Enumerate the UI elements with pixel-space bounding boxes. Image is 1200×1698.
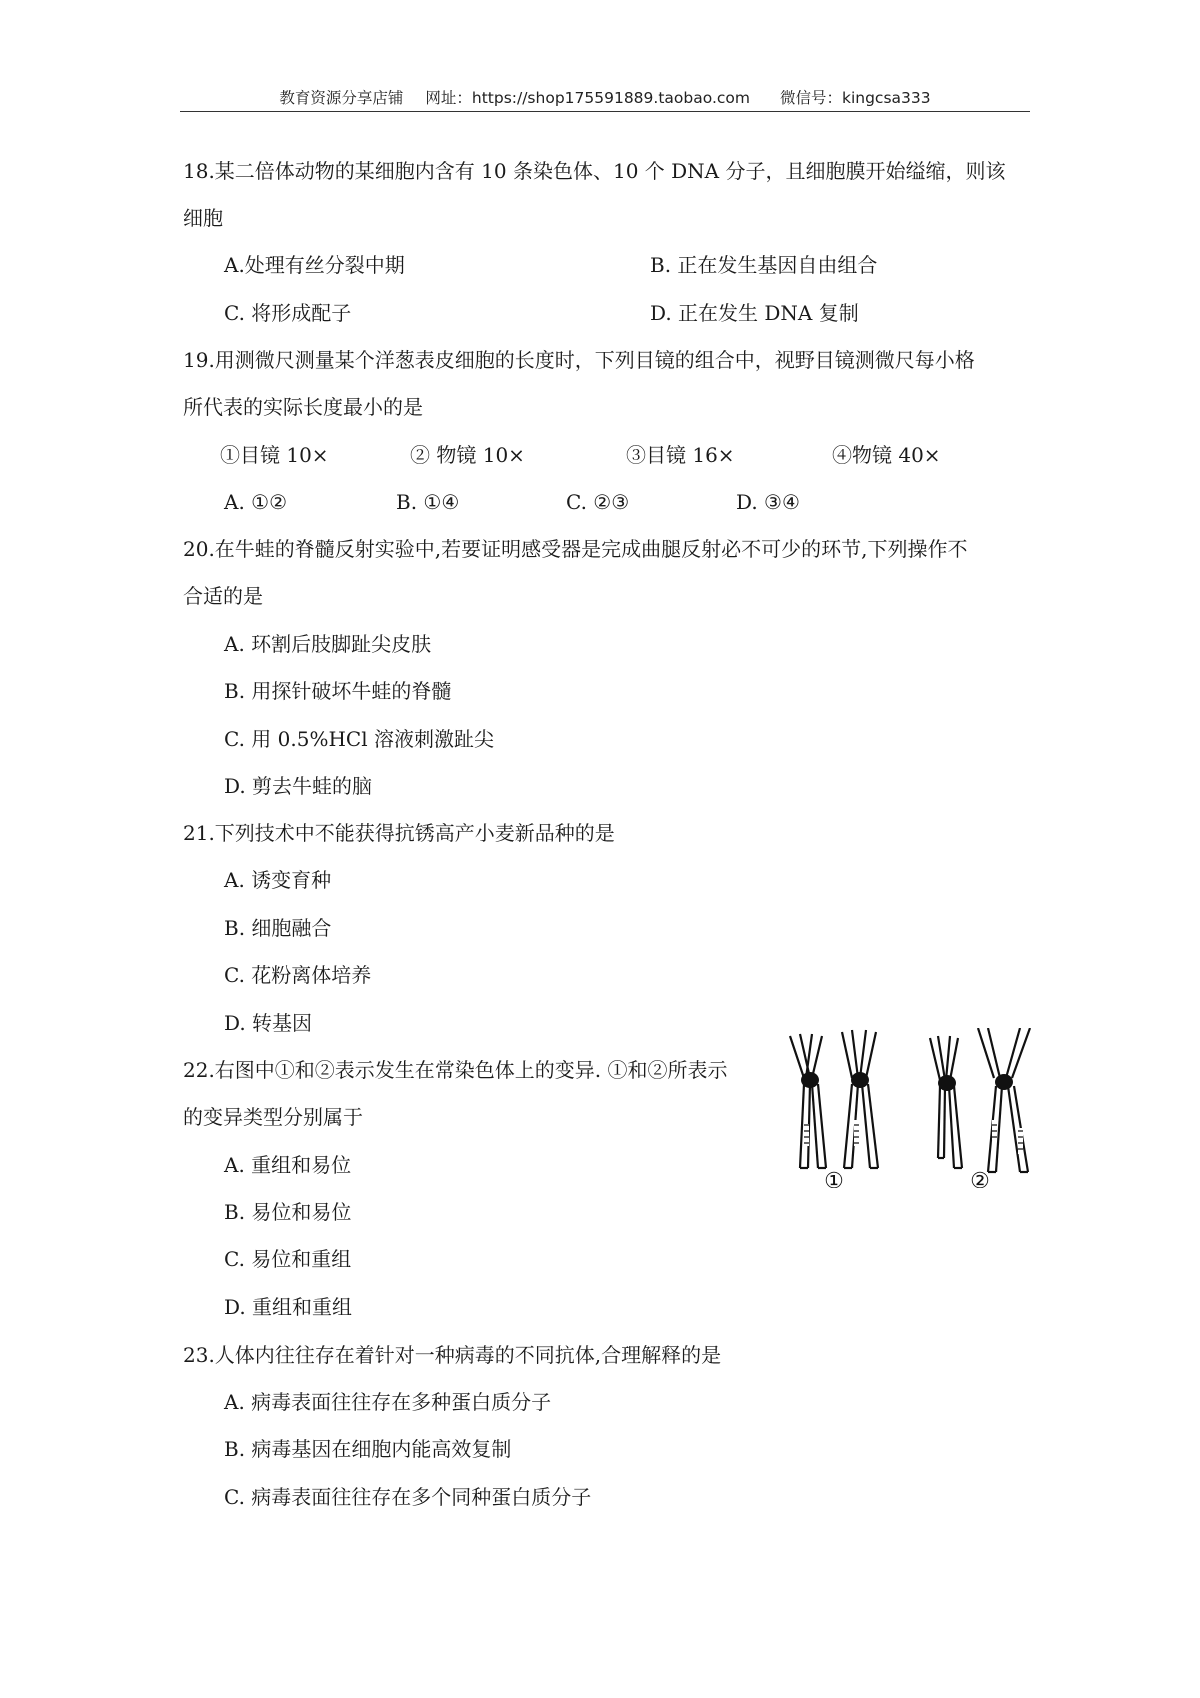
question-18-option-b: B. 正在发生基因自由组合 xyxy=(650,253,878,277)
question-20-stem-line-1: 20.在牛蛙的脊髓反射实验中,若要证明感受器是完成曲腿反射必不可少的环节,下列操作不 xyxy=(183,537,968,561)
question-20-option-d: D. 剪去牛蛙的脑 xyxy=(224,774,373,798)
question-21-option-a: A. 诱变育种 xyxy=(224,868,332,892)
band-2a xyxy=(1018,1128,1023,1154)
header-divider xyxy=(180,111,1030,112)
question-21-stem-line-1: 21.下列技术中不能获得抗锈高产小麦新品种的是 xyxy=(183,821,615,845)
figure-label-2: ② xyxy=(970,1169,990,1188)
question-21-option-b: B. 细胞融合 xyxy=(224,916,332,940)
chromosome-figure xyxy=(782,1028,1042,1188)
header-url: 网址：https://shop175591889.taobao.com xyxy=(425,89,750,107)
question-20-stem-line-2: 合适的是 xyxy=(183,584,263,608)
band-1b xyxy=(854,1120,859,1146)
question-23-stem-line-1: 23.人体内往往存在着针对一种病毒的不同抗体,合理解释的是 xyxy=(183,1343,722,1367)
question-20-option-b: B. 用探针破坏牛蛙的脊髓 xyxy=(224,679,452,703)
question-23-option-b: B. 病毒基因在细胞内能高效复制 xyxy=(224,1437,512,1461)
question-19-item-3: ③目镜 16× xyxy=(626,443,735,467)
question-18-option-c: C. 将形成配子 xyxy=(224,301,352,325)
question-19-option-a: A. ①② xyxy=(224,490,288,514)
question-19-item-2: ② 物镜 10× xyxy=(410,443,525,467)
question-20-option-c: C. 用 0.5%HCl 溶液刺激趾尖 xyxy=(224,727,494,751)
centromere-2b xyxy=(995,1074,1013,1090)
chromosome-pair-1 xyxy=(790,1030,878,1168)
question-23-option-c: C. 病毒表面往往存在多个同种蛋白质分子 xyxy=(224,1485,592,1509)
header-shop: 教育资源分享店铺 xyxy=(279,89,404,107)
question-22-stem-line-2: 的变异类型分别属于 xyxy=(183,1105,363,1129)
question-19-stem-line-1: 19.用测微尺测量某个洋葱表皮细胞的长度时，下列目镜的组合中，视野目镜测微尺每小格 xyxy=(183,348,975,372)
question-20-option-a: A. 环割后肢脚趾尖皮肤 xyxy=(224,632,432,656)
chromosome-pair-2 xyxy=(930,1028,1030,1172)
question-18-stem-line-2: 细胞 xyxy=(183,206,223,230)
question-19-item-4: ④物镜 40× xyxy=(832,443,941,467)
question-22-option-d: D. 重组和重组 xyxy=(224,1295,353,1319)
question-19-item-1: ①目镜 10× xyxy=(220,443,329,467)
question-22-option-c: C. 易位和重组 xyxy=(224,1247,352,1271)
page-header xyxy=(180,86,1030,108)
question-18-option-d: D. 正在发生 DNA 复制 xyxy=(650,301,859,325)
question-19-stem-line-2: 所代表的实际长度最小的是 xyxy=(183,395,423,419)
question-23-option-a: A. 病毒表面往往存在多种蛋白质分子 xyxy=(224,1390,552,1414)
question-22-stem-line-1: 22.右图中①和②表示发生在常染色体上的变异. ①和②所表示 xyxy=(183,1058,728,1082)
centromere-2a xyxy=(938,1075,956,1091)
question-21-option-c: C. 花粉离体培养 xyxy=(224,963,372,987)
figure-label-1: ① xyxy=(824,1169,844,1188)
question-19-option-c: C. ②③ xyxy=(566,490,630,514)
question-18-option-a: A.处理有丝分裂中期 xyxy=(224,253,405,277)
question-22-option-a: A. 重组和易位 xyxy=(224,1153,352,1177)
question-18-stem-line-1: 18.某二倍体动物的某细胞内含有 10 条染色体、10 个 DNA 分子，且细胞膜开始缢缩，则该 xyxy=(183,159,1006,183)
band-2b xyxy=(992,1120,997,1140)
question-19-option-b: B. ①④ xyxy=(396,490,460,514)
centromere-1a xyxy=(801,1072,819,1088)
question-22-option-b: B. 易位和易位 xyxy=(224,1200,352,1224)
band-1a xyxy=(804,1124,809,1146)
question-19-option-d: D. ③④ xyxy=(736,490,800,514)
question-21-option-d: D. 转基因 xyxy=(224,1011,313,1035)
centromere-1b xyxy=(851,1072,869,1088)
header-wechat: 微信号：kingcsa333 xyxy=(779,89,931,107)
